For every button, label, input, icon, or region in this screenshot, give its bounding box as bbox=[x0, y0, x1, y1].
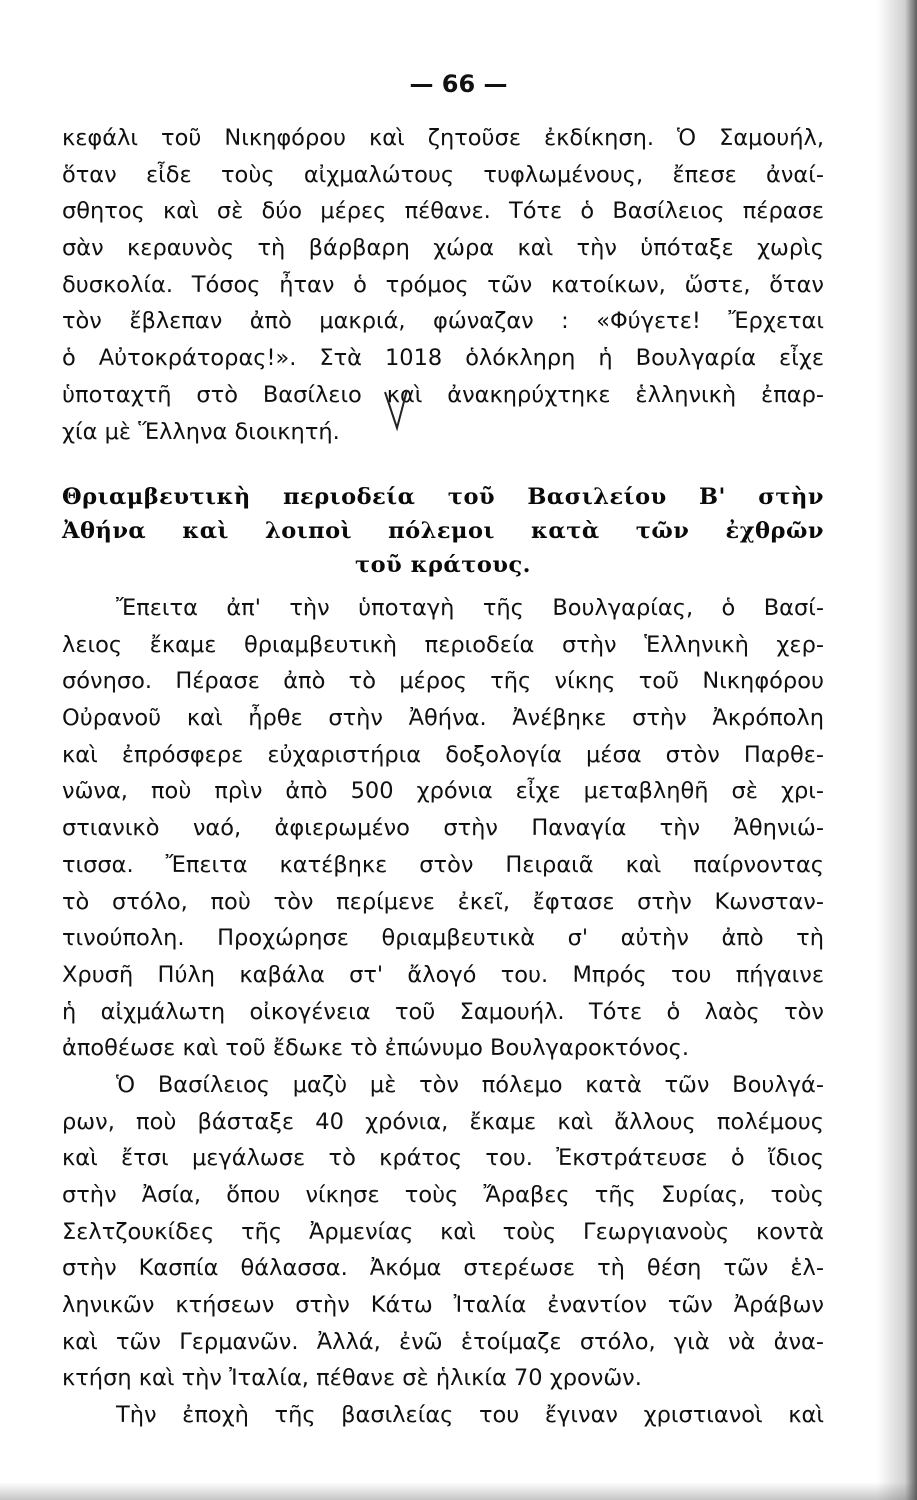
paragraph-1 bbox=[62, 120, 824, 450]
heading-line: Θριαμβευτικὴ περιοδεία τοῦ Βασιλείου Β' στὴν bbox=[62, 484, 824, 510]
text-line: καὶ ἐπρόσφερε εὐχαριστήρια δοξολογία μέσα στὸν Παρθε- bbox=[62, 741, 824, 768]
paragraph-2 bbox=[62, 590, 824, 1434]
text-line: τὸ στόλο, ποὺ τὸν περίμενε ἐκεῖ, ἔφτασε στὴν Κωνσταν- bbox=[62, 888, 824, 915]
text-line: καὶ τῶν Γερμανῶν. Ἀλλά, ἐνῶ ἑτοίμαζε στόλο, γιὰ νὰ ἀνα- bbox=[62, 1328, 824, 1355]
text-line: ὑποταχτῆ στὸ Βασίλειο καὶ ἀνακηρύχτηκε ἑλληνικὴ ἐπαρ- bbox=[62, 381, 824, 408]
text-line: τὸν ἔβλεπαν ἀπὸ μακριά, φώναζαν : «Φύγετε! Ἔρχεται bbox=[62, 308, 824, 335]
heading-line: τοῦ κράτους. bbox=[354, 552, 532, 578]
section-heading bbox=[62, 480, 824, 582]
text-line: χία μὲ Ἕλληνα διοικητή. bbox=[62, 418, 340, 445]
heading-line: Ἀθήνα καὶ λοιποὶ πόλεμοι κατὰ τῶν ἐχθρῶν bbox=[62, 518, 824, 544]
text-line: δυσκολία. Τόσος ἦταν ὁ τρόμος τῶν κατοίκων, ὥστε, ὅταν bbox=[62, 271, 824, 298]
page-bottom-shadow bbox=[0, 1482, 917, 1500]
text-line: νῶνα, ποὺ πρὶν ἀπὸ 500 χρόνια εἶχε μεταβληθῆ σὲ χρι- bbox=[62, 778, 824, 805]
page-edge-shadow bbox=[877, 0, 917, 1500]
text-line: λειος ἔκαμε θριαμβευτικὴ περιοδεία στὴν Ἑλληνικὴ χερ- bbox=[62, 631, 824, 658]
text-line: Ἔπειτα ἀπ' τὴν ὑποταγὴ τῆς Βουλγαρίας, ὁ Βασί- bbox=[116, 595, 824, 621]
text-line: ἀποθέωσε καὶ τοῦ ἔδωκε τὸ ἐπώνυμο Βουλγαροκτόνος. bbox=[62, 1035, 690, 1062]
text-line: κτήση καὶ τὴν Ἰταλία, πέθανε σὲ ἡλικία 70 χρονῶν. bbox=[62, 1365, 642, 1392]
text-line: Σελτζουκίδες τῆς Ἀρμενίας καὶ τοὺς Γεωργιανοὺς κοντὰ bbox=[62, 1218, 824, 1245]
pen-mark-icon bbox=[383, 388, 413, 444]
text-line: Χρυσῆ Πύλη καβάλα στ' ἄλογό του. Μπρός του πήγαινε bbox=[62, 961, 824, 988]
text-line: στὴν Κασπία θάλασσα. Ἀκόμα στερέωσε τὴ θέση τῶν ἑλ- bbox=[62, 1255, 824, 1282]
text-line: σόνησο. Πέρασε ἀπὸ τὸ μέρος τῆς νίκης τοῦ Νικηφόρου bbox=[62, 668, 824, 695]
text-line: στιανικὸ ναό, ἀφιερωμένο στὴν Παναγία τὴν Ἀθηνιώ- bbox=[62, 815, 824, 842]
text-line: καὶ ἔτσι μεγάλωσε τὸ κράτος του. Ἐκστράτευσε ὁ ἴδιος bbox=[62, 1145, 824, 1172]
text-line: ρων, ποὺ βάσταξε 40 χρόνια, ἔκαμε καὶ ἄλλους πολέμους bbox=[62, 1108, 824, 1135]
text-line: τινούπολη. Προχώρησε θριαμβευτικὰ σ' αὐτὴν ἀπὸ τὴ bbox=[62, 925, 824, 952]
text-line: Τὴν ἐποχὴ τῆς βασιλείας του ἔγιναν χριστιανοὶ καὶ bbox=[116, 1402, 824, 1429]
text-line: σθητος καὶ σὲ δύο μέρες πέθανε. Τότε ὁ Βασίλειος πέρασε bbox=[62, 198, 824, 225]
text-line: Ὁ Βασίλειος μαζὺ μὲ τὸν πόλεμο κατὰ τῶν Βουλγά- bbox=[116, 1071, 824, 1098]
text-line: ληνικῶν κτήσεων στὴν Κάτω Ἰταλία ἐναντίον τῶν Ἀράβων bbox=[62, 1292, 824, 1319]
text-line: Οὐρανοῦ καὶ ἦρθε στὴν Ἀθήνα. Ἀνέβηκε στὴν Ἀκρόπολη bbox=[62, 705, 824, 732]
page-number: — 66 — bbox=[409, 70, 508, 98]
text-line: κεφάλι τοῦ Νικηφόρου καὶ ζητοῦσε ἐκδίκηση. Ὁ Σαμουήλ, bbox=[62, 125, 824, 151]
text-line: ἡ αἰχμάλωτη οἰκογένεια τοῦ Σαμουήλ. Τότε ὁ λαὸς τὸν bbox=[62, 998, 824, 1025]
text-line: στὴν Ἀσία, ὅπου νίκησε τοὺς Ἄραβες τῆς Συρίας, τοὺς bbox=[62, 1182, 824, 1208]
text-line: τισσα. Ἔπειτα κατέβηκε στὸν Πειραιᾶ καὶ παίρνοντας bbox=[62, 851, 824, 878]
text-line: ὅταν εἶδε τοὺς αἰχμαλώτους τυφλωμένους, ἔπεσε ἀναί- bbox=[62, 161, 824, 188]
text-line: σὰν κεραυνὸς τὴ βάρβαρη χώρα καὶ τὴν ὑπόταξε χωρὶς bbox=[62, 235, 824, 262]
text-line: ὁ Αὐτοκράτορας!». Στὰ 1018 ὁλόκληρη ἡ Βουλγαρία εἶχε bbox=[62, 345, 824, 372]
